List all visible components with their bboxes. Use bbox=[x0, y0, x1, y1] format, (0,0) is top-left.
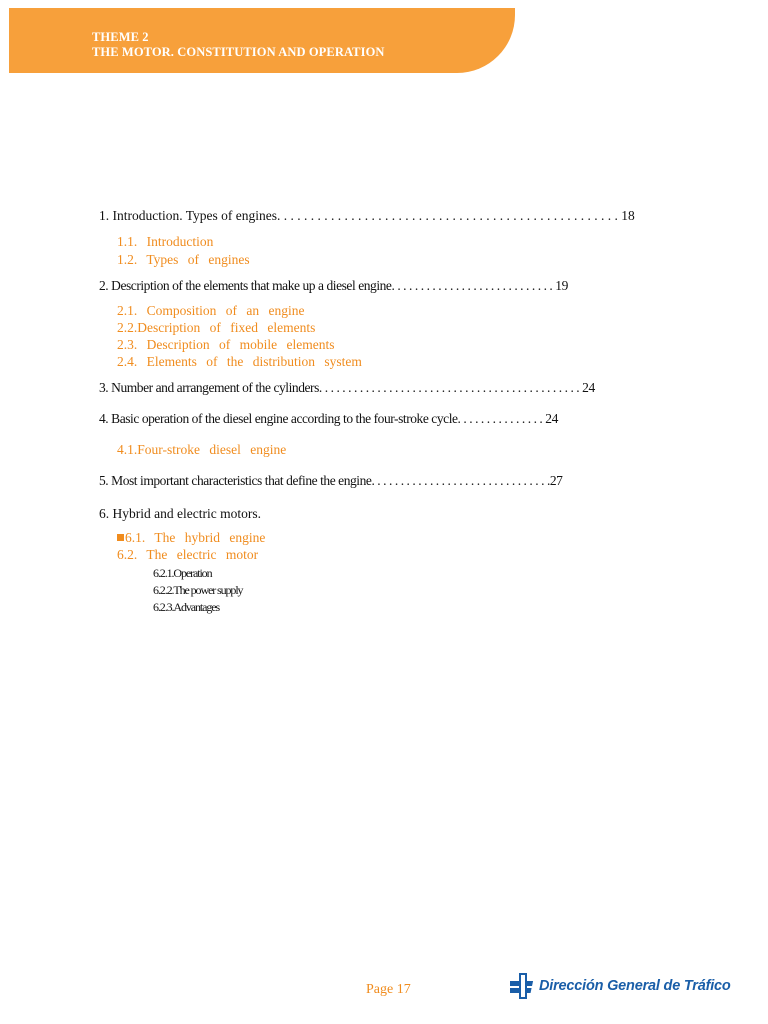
toc-sub-2-1[interactable]: 2.1. Composition of an engine bbox=[117, 303, 305, 318]
toc-sub-1-1[interactable]: 1.1. Introduction bbox=[117, 234, 214, 249]
toc-sub-4-1[interactable]: 4.1.Four-stroke diesel engine bbox=[117, 442, 287, 457]
toc-sub-1-2[interactable]: 1.2. Types of engines bbox=[117, 252, 250, 267]
toc-sub-2-4[interactable]: 2.4. Elements of the distribution system bbox=[117, 354, 362, 369]
page-number: Page 17 bbox=[366, 982, 411, 997]
toc-sub-2-3[interactable]: 2.3. Description of mobile elements bbox=[117, 337, 335, 352]
toc-entry-4[interactable]: 4. Basic operation of the diesel engine according to the four-stroke cycle. . . . . . . . . . . . . . . 24 bbox=[99, 411, 558, 426]
toc-sub-6-2[interactable]: 6.2. The electric motor bbox=[117, 547, 259, 562]
toc-subsub-6-2-2[interactable]: 6.2.2.The power supply bbox=[153, 583, 243, 597]
toc-entry-1[interactable]: 1. Introduction. Types of engines. . . . . . . . . . . . . . . . . . . . . . . . . . . . . . . . . . . . . . . . . . . . . . . . . . . 18 bbox=[99, 208, 635, 223]
logo-label: Dirección General de Tráfico bbox=[539, 978, 731, 994]
toc-sub-6-1-label: 6.1. The hybrid engine bbox=[125, 530, 266, 545]
toc-entry-6[interactable]: 6. Hybrid and electric motors. bbox=[99, 506, 261, 521]
toc-subsub-6-2-3[interactable]: 6.2.3.Advantages bbox=[153, 600, 220, 614]
toc-entry-3[interactable]: 3. Number and arrangement of the cylinders. . . . . . . . . . . . . . . . . . . . . . . . . . . . . . . . . . . . . . . . . . . . . 24 bbox=[99, 380, 595, 395]
dgt-logo bbox=[510, 972, 740, 1002]
theme-number: THEME 2 bbox=[92, 30, 149, 44]
header-title bbox=[92, 30, 385, 60]
theme-title: THE MOTOR. CONSTITUTION AND OPERATION bbox=[92, 45, 385, 59]
square-bullet-icon bbox=[117, 534, 124, 541]
toc-sub-6-1[interactable] bbox=[117, 530, 265, 546]
toc-entry-5[interactable]: 5. Most important characteristics that define the engine. . . . . . . . . . . . . . . . . . . . . . . . . . . . . . .27 bbox=[99, 473, 563, 488]
dgt-cross-icon bbox=[510, 972, 536, 1000]
toc-entry-2[interactable]: 2. Description of the elements that make up a diesel engine. . . . . . . . . . . . . . . . . . . . . . . . . . . . 19 bbox=[99, 278, 568, 293]
toc-sub-2-2[interactable]: 2.2.Description of fixed elements bbox=[117, 320, 316, 335]
toc-subsub-6-2-1[interactable]: 6.2.1.Operation bbox=[153, 566, 212, 580]
